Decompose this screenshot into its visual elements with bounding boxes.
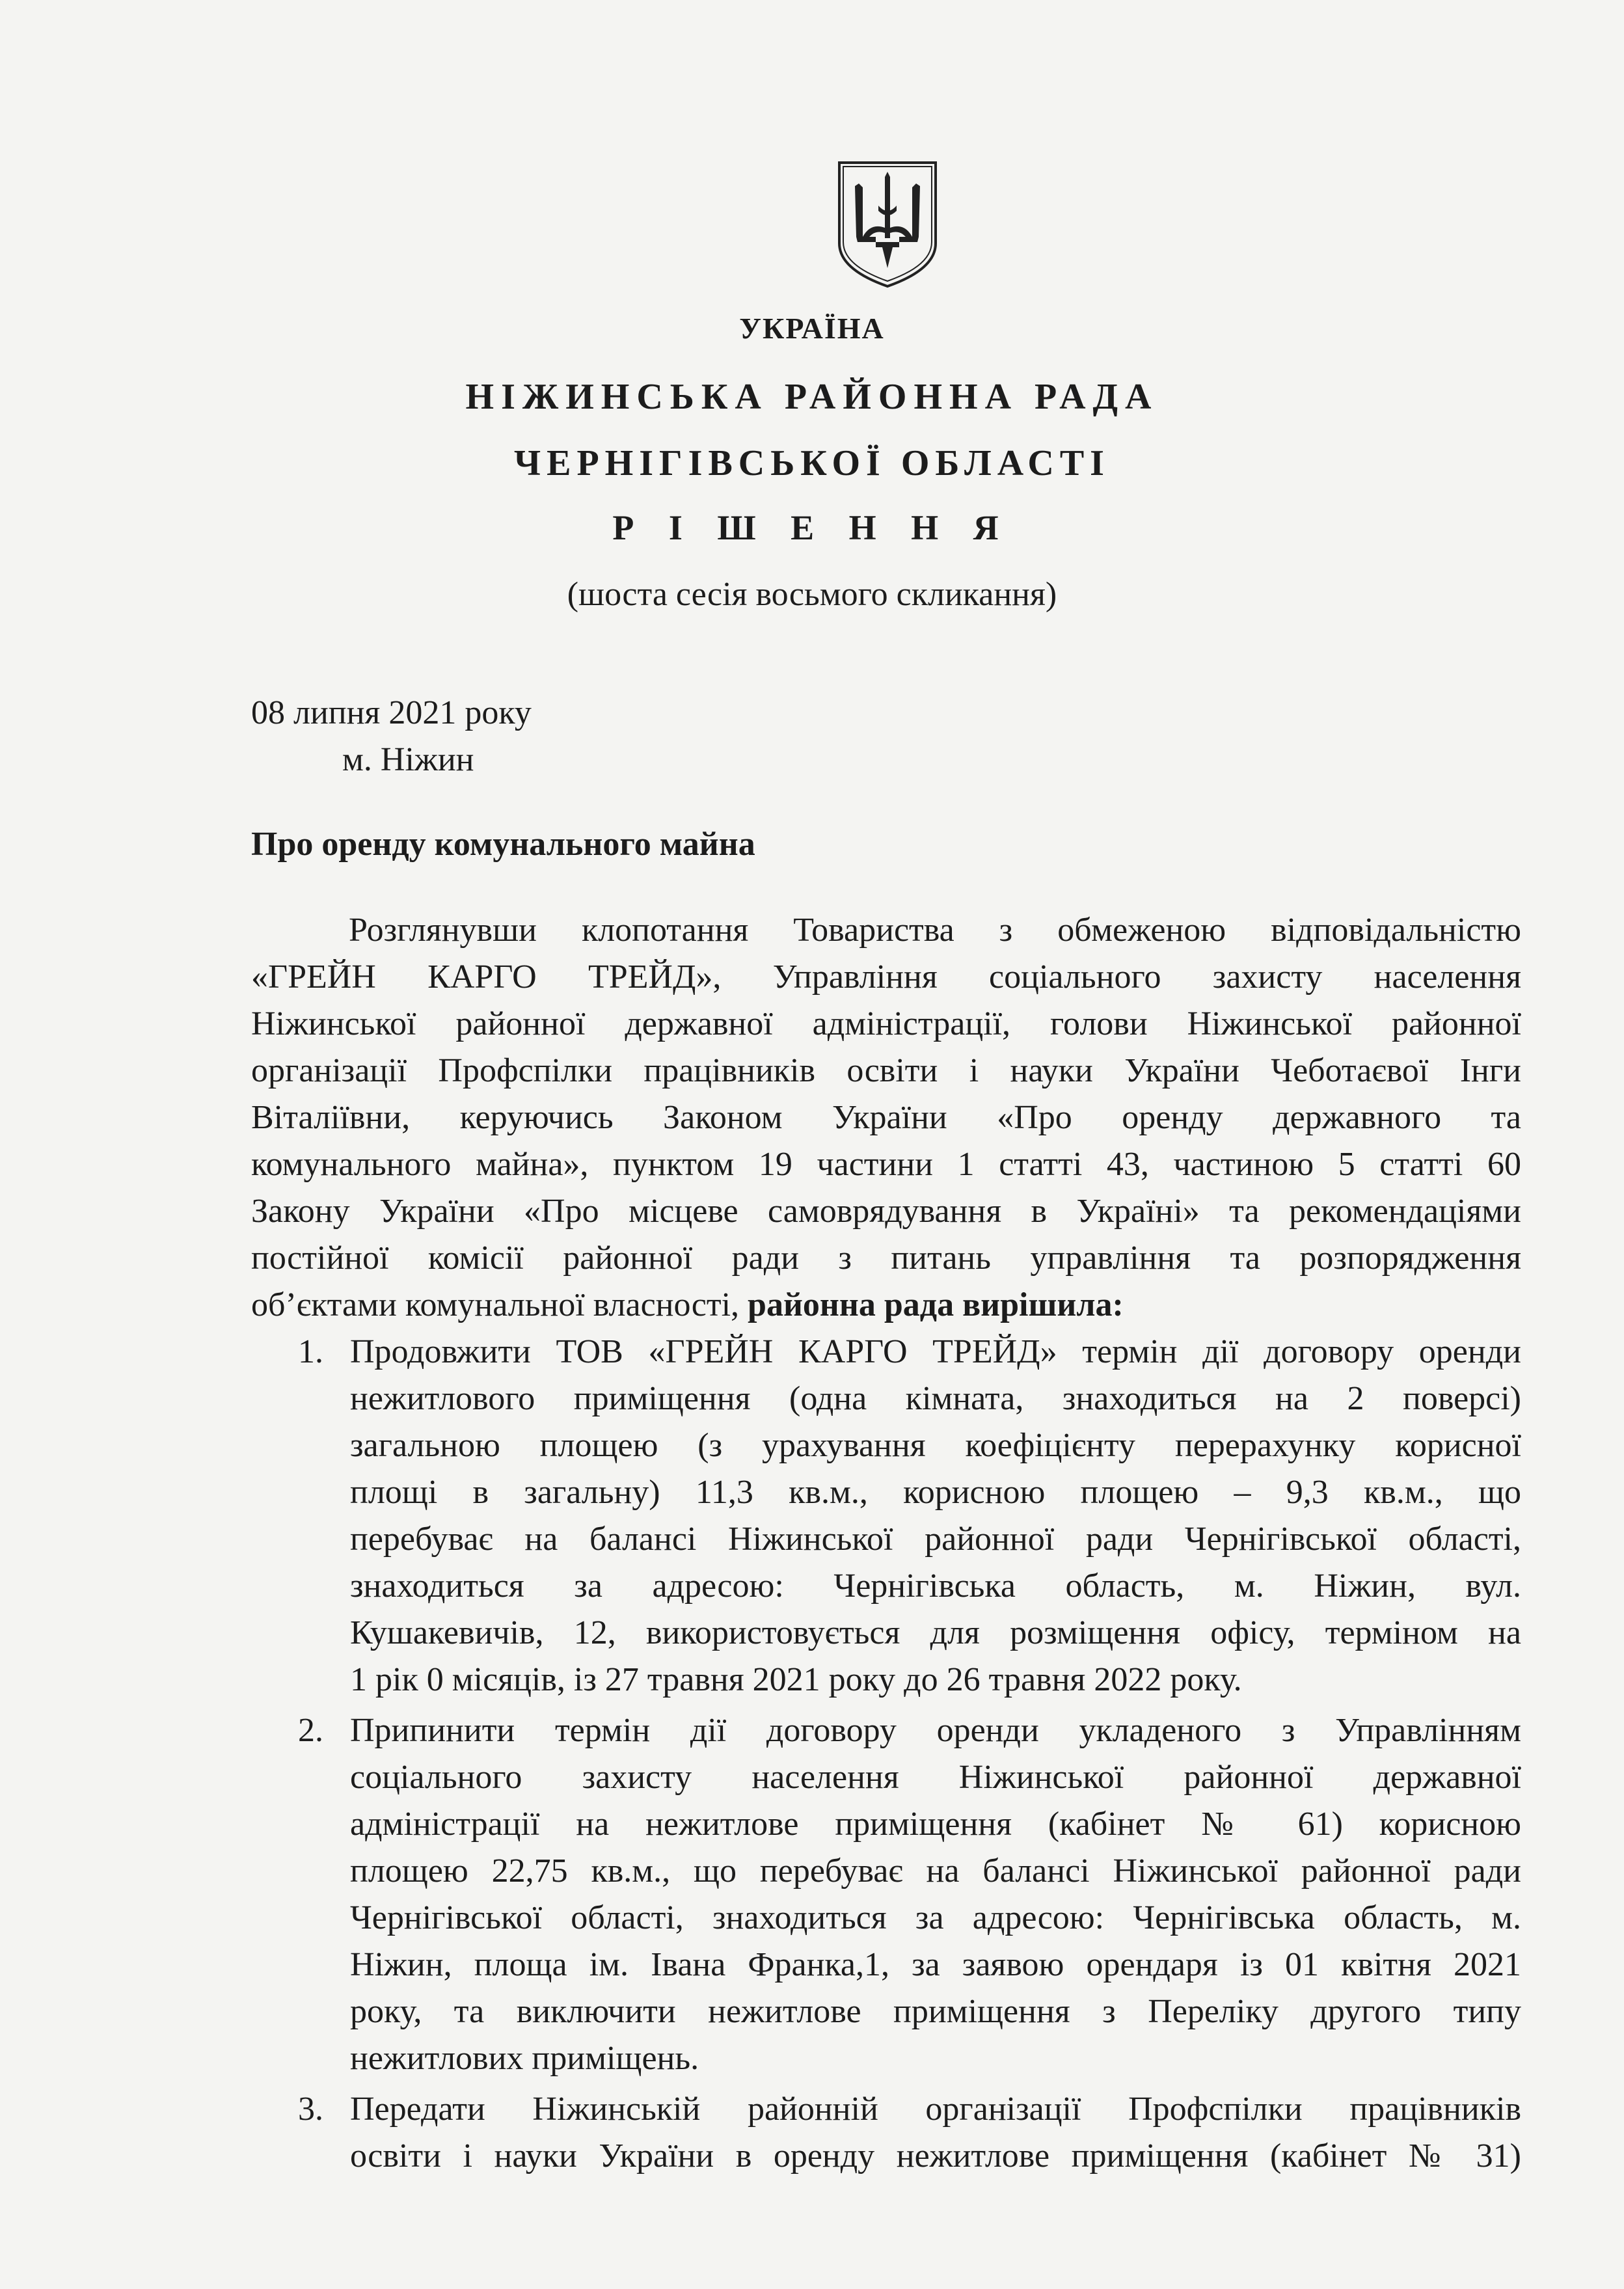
decision-city: м. Ніжин xyxy=(342,741,474,778)
preamble-line: Віталіївни, керуючись Законом України «Про оренду державного та xyxy=(251,1099,1521,1136)
trident-icon xyxy=(837,160,938,289)
country-heading: УКРАЇНА xyxy=(739,312,885,345)
item-line: Кушакевичів, 12, використовується для розміщення офісу, терміном на xyxy=(350,1614,1521,1651)
item-number: 1. xyxy=(298,1333,323,1370)
preamble-line: «ГРЕЙН КАРГО ТРЕЙД», Управління соціального захисту населення xyxy=(251,958,1521,996)
item-line: площею 22,75 кв.м., що перебуває на балансі Ніжинської районної ради xyxy=(350,1852,1521,1889)
list-item xyxy=(251,1329,1521,1703)
item-line: року, та виключити нежитлове приміщення з Переліку другого типу xyxy=(350,1993,1521,2030)
item-line: освіти і науки України в оренду нежитлове приміщення (кабінет № 31) xyxy=(350,2137,1521,2174)
preamble-line: Розглянувши клопотання Товариства з обмеженою відповідальністю xyxy=(349,912,1521,949)
item-line: нежитлового приміщення (одна кімната, знаходиться на 2 поверсі) xyxy=(350,1380,1521,1417)
item-line: знаходиться за адресою: Чернігівська область, м. Ніжин, вул. xyxy=(350,1567,1521,1605)
item-line: загальною площею (з урахування коефіцієнту перерахунку корисної xyxy=(350,1427,1521,1464)
item-line: соціального захисту населення Ніжинської районної державної xyxy=(350,1759,1521,1796)
item-line: Передати Ніжинській районній організації Профспілки працівників xyxy=(350,2091,1521,2128)
decision-date: 08 липня 2021 року xyxy=(251,694,532,731)
preamble-line: Ніжинської районної державної адміністрації, голови Ніжинської районної xyxy=(251,1005,1521,1042)
item-number: 3. xyxy=(298,2091,323,2128)
preamble-line: комунального майна», пунктом 19 частини 1 статті 43, частиною 5 статті 60 xyxy=(251,1146,1521,1183)
preamble-line: організації Профспілки працівників освіти і науки України Чеботаєвої Інги xyxy=(251,1052,1521,1089)
session-subtitle: (шоста сесія восьмого скликання) xyxy=(567,576,1057,613)
region-heading: ЧЕРНІГІВСЬКОЇ ОБЛАСТІ xyxy=(514,443,1110,483)
council-heading: НІЖИНСЬКА РАЙОННА РАДА xyxy=(465,377,1159,417)
item-line: Чернігівської області, знаходиться за адресою: Чернігівська область, м. xyxy=(350,1899,1521,1936)
item-line: Припинити термін дії договору оренди укладеного з Управлінням xyxy=(350,1712,1521,1749)
item-line: адміністрації на нежитлове приміщення (кабінет № 61) корисною xyxy=(350,1806,1521,1843)
resolution-phrase: районна рада вирішила: xyxy=(748,1286,1124,1323)
list-item xyxy=(251,1707,1521,2082)
decision-body xyxy=(251,907,1521,2180)
document-type-heading: Р І Ш Е Н Н Я xyxy=(612,508,1012,547)
preamble-line xyxy=(251,1282,1521,1329)
preamble-paragraph xyxy=(251,907,1521,1329)
decision-subject: Про оренду комунального майна xyxy=(251,826,755,863)
preamble-text: об’єктами комунальної власності, xyxy=(251,1286,748,1323)
preamble-line: Закону України «Про місцеве самоврядування в Україні» та рекомендаціями xyxy=(251,1193,1521,1230)
item-line: нежитлових приміщень. xyxy=(350,2040,699,2077)
preamble-line: постійної комісії районної ради з питань управління та розпорядження xyxy=(251,1239,1521,1277)
item-line: перебуває на балансі Ніжинської районної ради Чернігівської області, xyxy=(350,1521,1521,1558)
item-line: 1 рік 0 місяців, із 27 травня 2021 року до 26 травня 2022 року. xyxy=(350,1661,1242,1698)
item-line: площі в загальну) 11,3 кв.м., корисною площею – 9,3 кв.м., що xyxy=(350,1474,1521,1511)
list-item xyxy=(251,2086,1521,2180)
item-line: Ніжин, площа ім. Івана Франка,1, за заявою орендаря із 01 квітня 2021 xyxy=(350,1946,1521,1983)
item-number: 2. xyxy=(298,1712,323,1749)
item-line: Продовжити ТОВ «ГРЕЙН КАРГО ТРЕЙД» термін дії договору оренди xyxy=(350,1333,1521,1370)
